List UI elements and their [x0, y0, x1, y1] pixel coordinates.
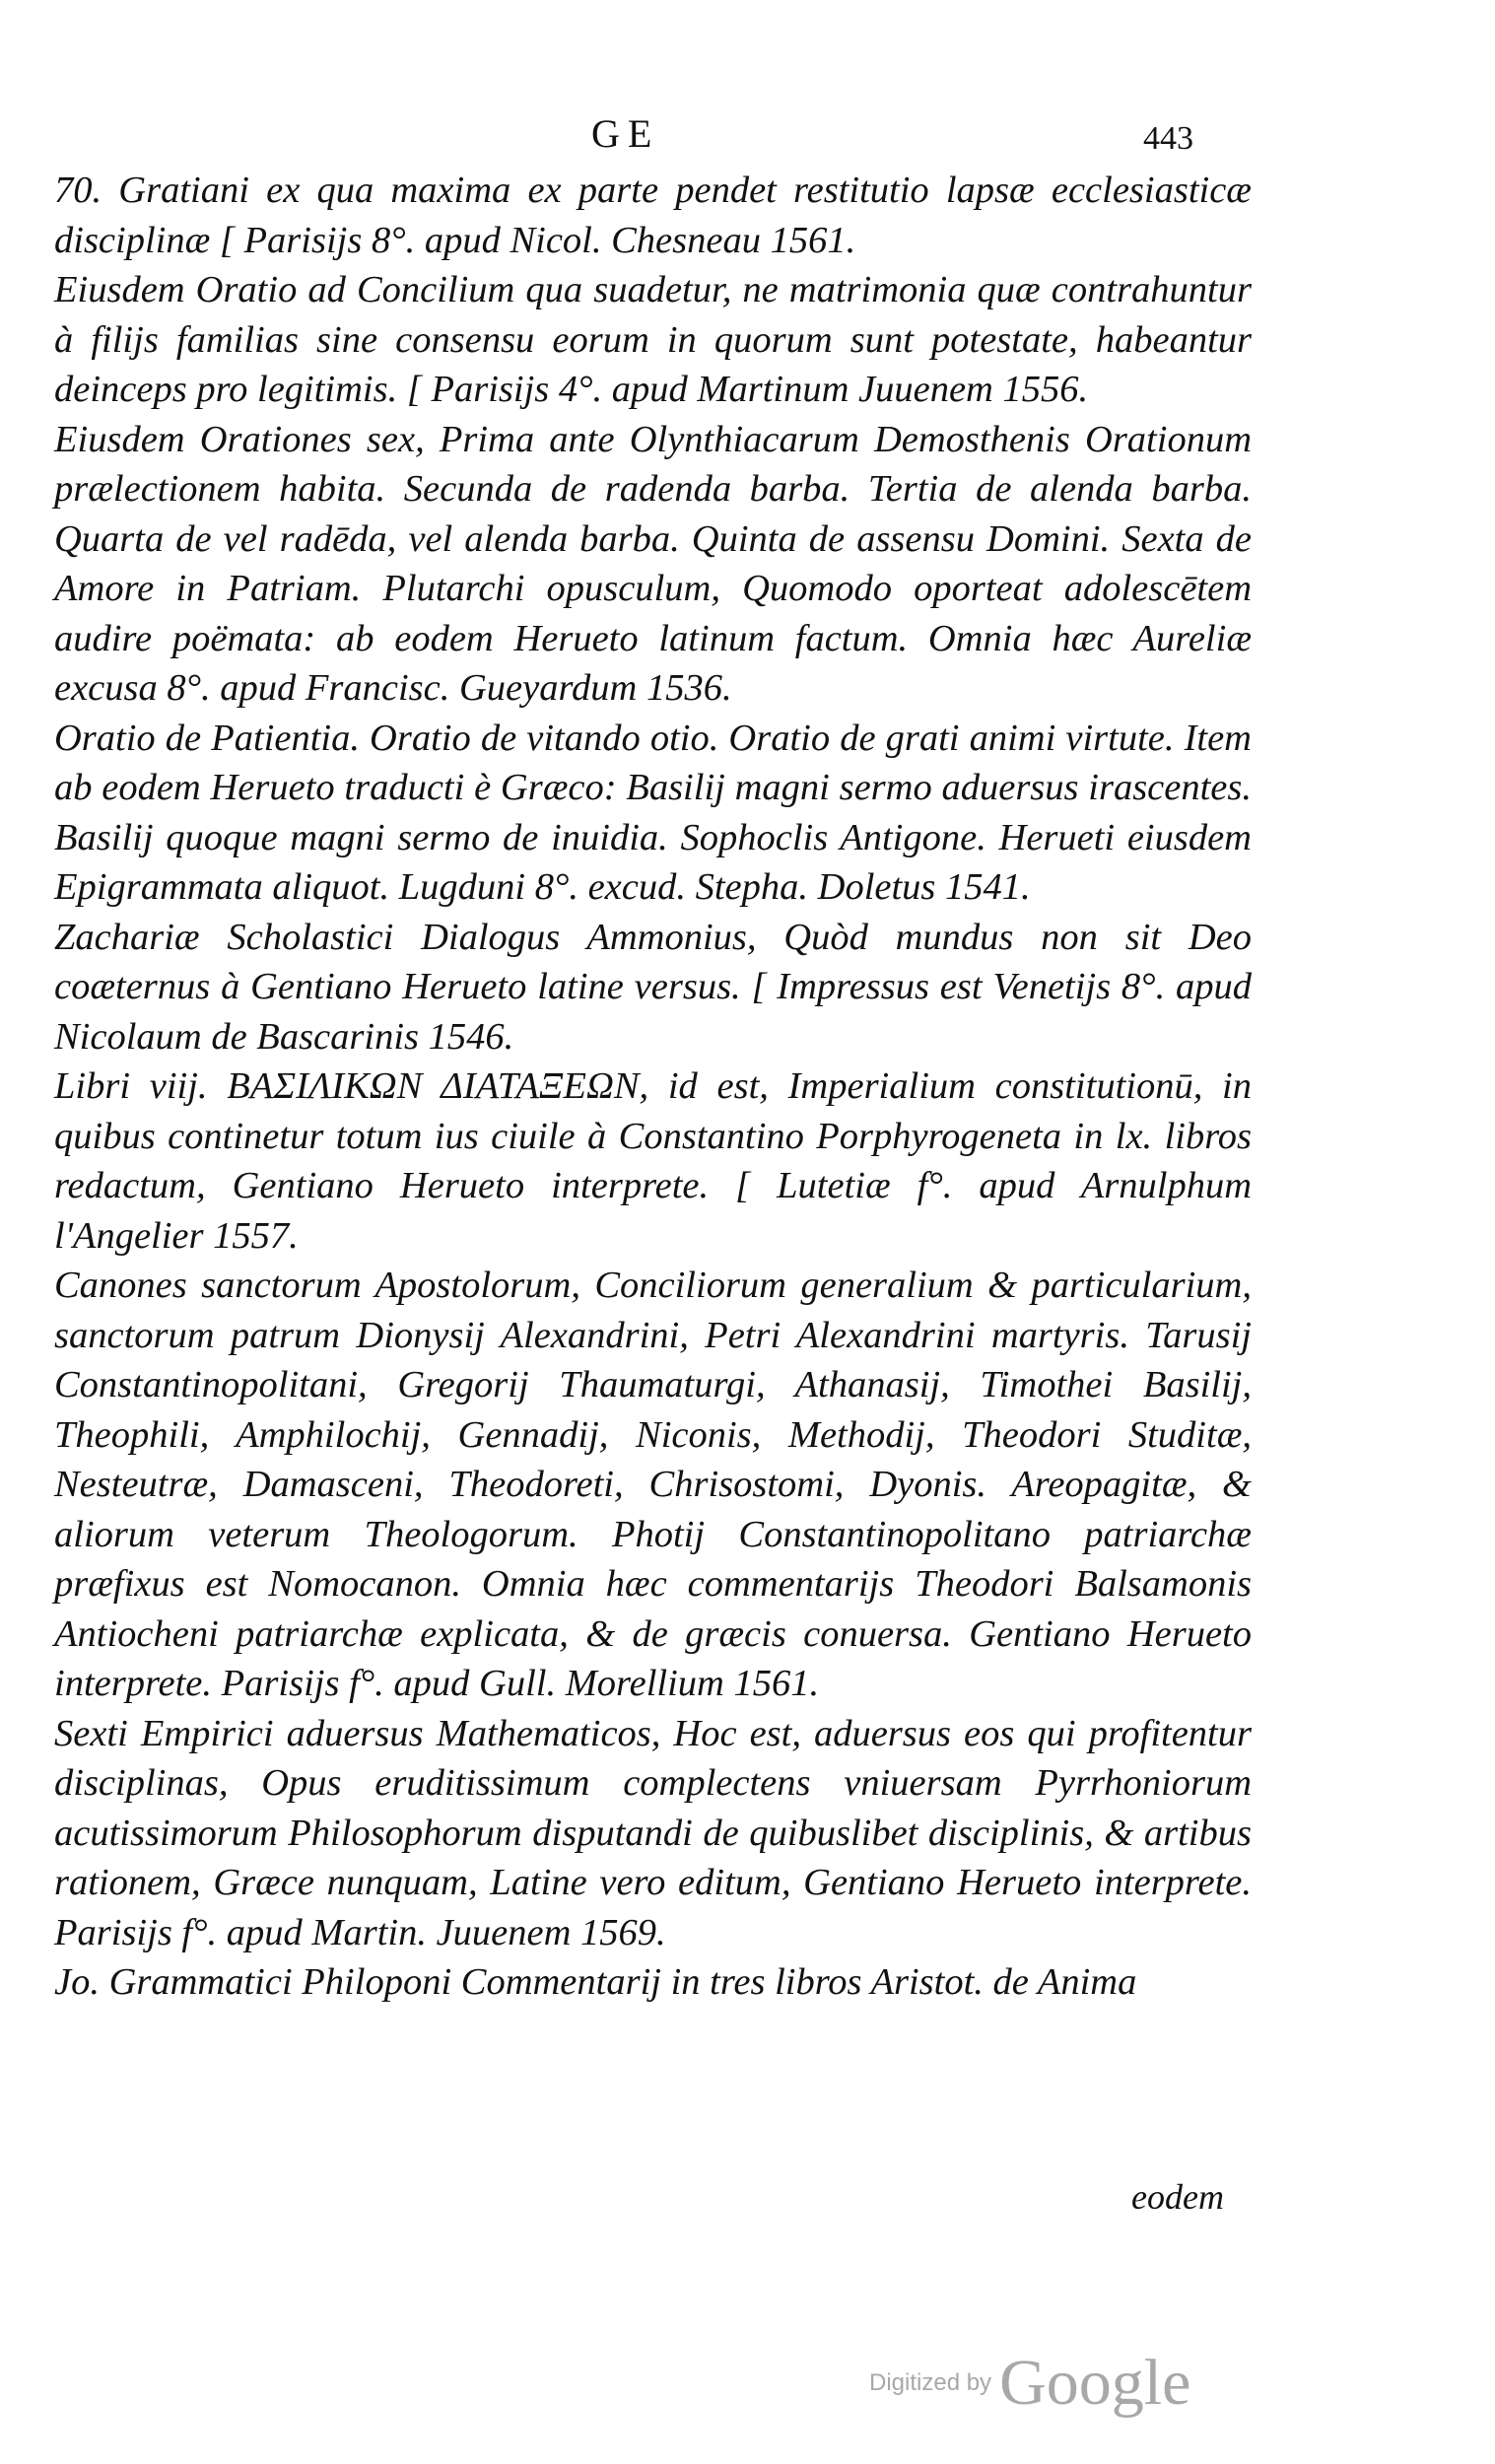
entry-paragraph: Jo. Grammatici Philoponi Commentarij in tres libros Aristot. de Anima: [54, 1961, 1137, 2003]
entry-paragraph: Zachariæ Scholastici Dialogus Ammonius, Quòd mundus non sit Deo coæternus à Gentiano Herueto latine versus. [ Impressus est Venetijs 8°. apud Nicolaum de Bascarinis 1546.: [54, 916, 1252, 1058]
entry-paragraph: Canones sanctorum Apostolorum, Conciliorum generalium & particularium, sanctorum patrum Dionysij Alexandrini, Petri Alexandrini martyris. Tarusij Constantinopolitani, Gregorij Thaumaturgi, Athanasij, Timothei Basilij, Theophili, Amphilochij, Gennadij, Niconis, Methodij, Theodori Studitæ, Nesteutræ, Damasceni, Theodoreti, Chrisostomi, Dyonis. Areopagitæ, & aliorum veterum Theologorum. Photij Constantinopolitano patriarchæ præfixus est Nomocanon. Omnia hæc commentarijs Theodori Balsamonis Antiocheni patriarchæ explicata, & de græcis conuersa. Gentiano Herueto interprete. Parisijs f°. apud Gull. Morellium 1561.: [54, 1265, 1252, 1704]
entry-paragraph: Libri viij. ΒΑΣΙΛΙΚΩΝ ΔΙΑΤΑΞΕΩΝ, id est, Imperialium constitutionū, in quibus continetur totum ius ciuile à Constantino Porphyrogeneta in lx. libros redactum, Gentiano Herueto interprete. [ Lutetiæ f°. apud Arnulphum l'Angelier 1557.: [54, 1065, 1252, 1257]
running-head: GE: [591, 111, 660, 156]
entry-paragraph: Eiusdem Oratio ad Concilium qua suadetur, ne matrimonia quæ contrahuntur à filijs familias sine consensu eorum in quorum sunt potestate, habeantur deinceps pro legitimis. [ Parisijs 4°. apud Martinum Juuenem 1556.: [54, 269, 1252, 410]
page-number: 443: [1143, 120, 1193, 157]
entry-paragraph: Sexti Empirici aduersus Mathematicos, Hoc est, aduersus eos qui profitentur disciplinas, Opus eruditissimum complectens vniuersam Pyrrhoniorum acutissimorum Philosophorum disputandi de quibuslibet disciplinis, & artibus rationem, Græce nunquam, Latine vero editum, Gentiano Herueto interprete. Parisijs f°. apud Martin. Juuenem 1569.: [54, 1712, 1252, 1953]
entry-paragraph: Oratio de Patientia. Oratio de vitando otio. Oratio de grati animi virtute. Item ab eodem Herueto traducti è Græco: Basilij magni sermo aduersus irascentes. Basilij quoque magni sermo de inuidia. Sophoclis Antigone. Herueti eiusdem Epigrammata aliquot. Lugduni 8°. excud. Stepha. Doletus 1541.: [54, 717, 1252, 908]
watermark-prefix: Digitized by: [869, 2369, 992, 2396]
entry-paragraph: Eiusdem Orationes sex, Prima ante Olynthiacarum Demosthenis Orationum prælectionem habita. Secunda de radenda barba. Tertia de alenda barba. Quarta de vel radēda, vel alenda barba. Quinta de assensu Domini. Sexta de Amore in Patriam. Plutarchi opusculum, Quomodo oporteat adolescētem audire poëmata: ab eodem Herueto latinum factum. Omnia hæc Aureliæ excusa 8°. apud Francisc. Gueyardum 1536.: [54, 418, 1252, 709]
digitized-watermark: [869, 2346, 1190, 2421]
google-logo: Google: [999, 2347, 1191, 2419]
catchword: eodem: [1131, 2177, 1224, 2217]
bibliography-text: [54, 166, 1252, 2008]
entry-paragraph: 70. Gratiani ex qua maxima ex parte pendet restitutio lapsæ ecclesiasticæ disciplinæ [ Parisijs 8°. apud Nicol. Chesneau 1561.: [54, 170, 1252, 261]
